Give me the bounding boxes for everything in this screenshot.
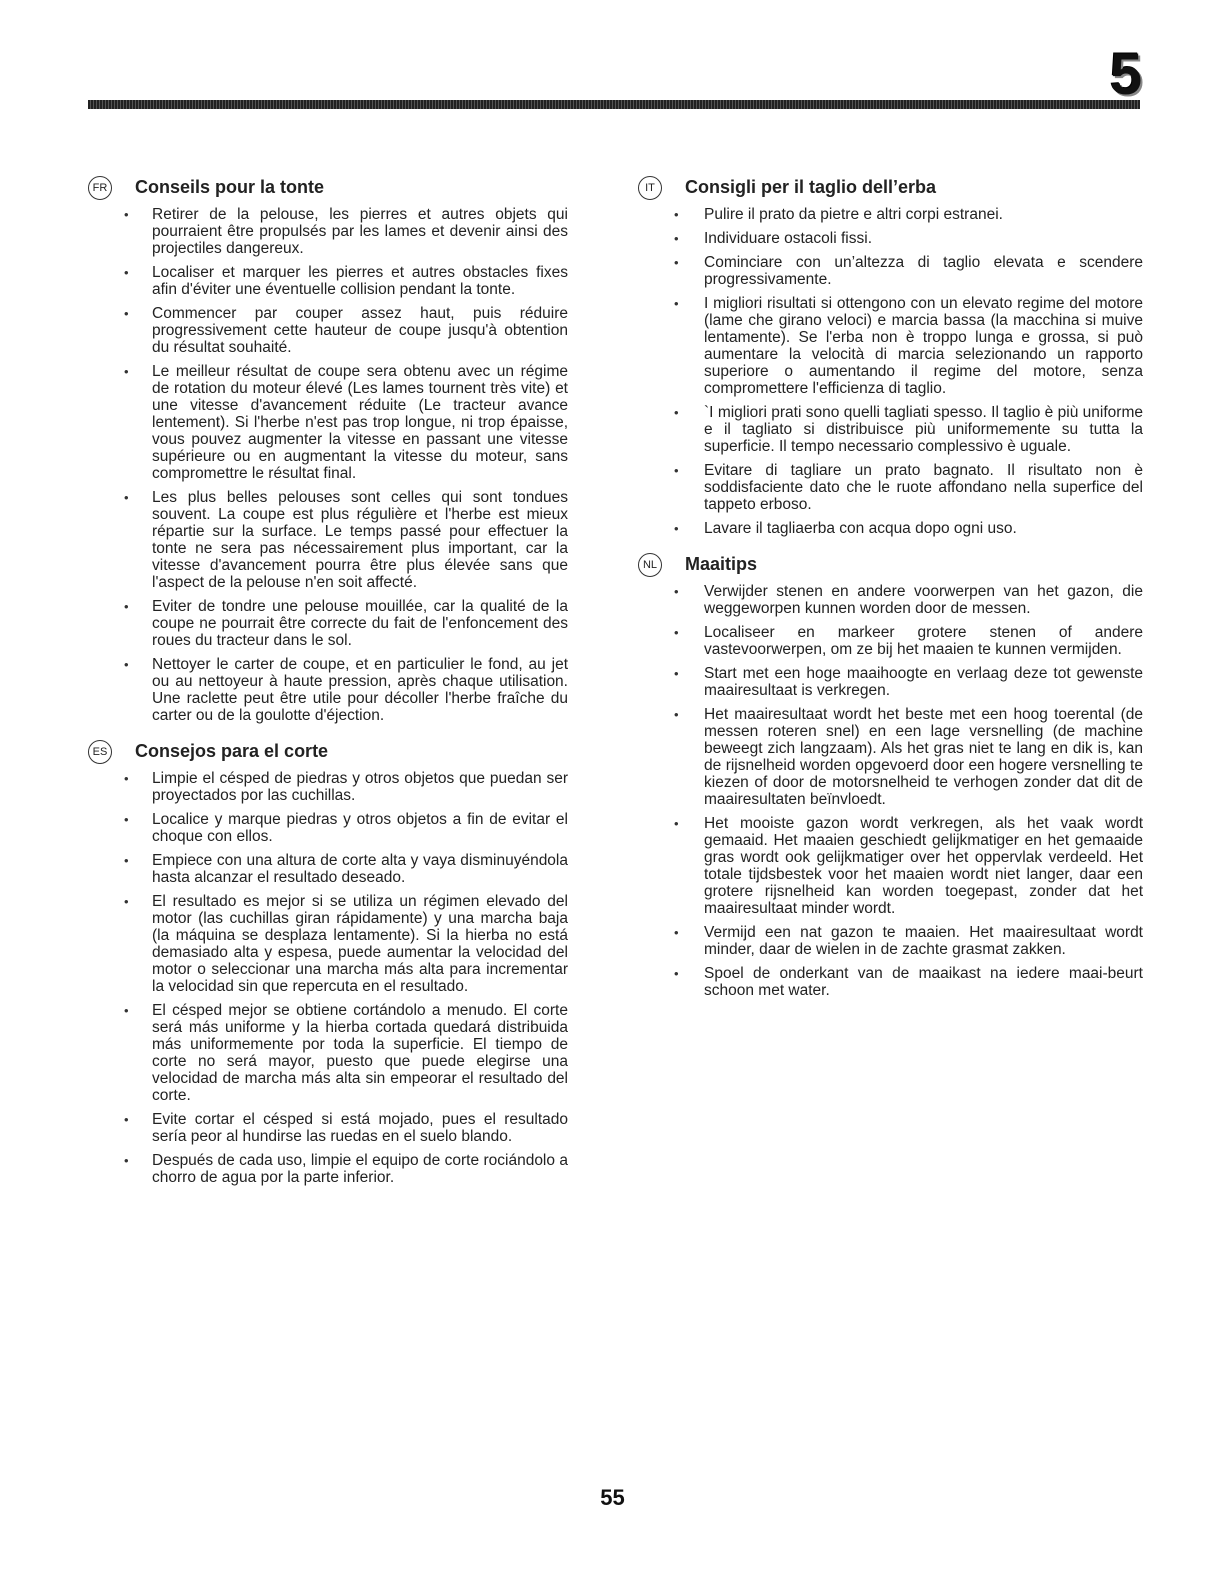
header-rule [88, 100, 1140, 109]
list-item: • Start met een hoge maaihoogte en verlaag deze tot gewenste maairesultaat is verkregen. [638, 665, 1143, 699]
section-nl [638, 553, 1143, 999]
section-it-list [638, 206, 1143, 537]
section-fr [88, 176, 568, 724]
section-fr-title: Conseils pour la tonte [135, 177, 325, 197]
right-column [638, 176, 1143, 1015]
section-es-header [88, 740, 568, 766]
section-es-title: Consejos para el corte [135, 741, 329, 761]
list-item: • Localice y marque piedras y otros objetos a fin de evitar el choque con ellos. [88, 811, 568, 845]
list-item: • Cominciare con un’altezza di taglio elevata e scendere progressivamente. [638, 254, 1143, 288]
section-es [88, 740, 568, 1186]
section-es-list [88, 770, 568, 1186]
list-item: • Les plus belles pelouses sont celles qui sont tondues souvent. La coupe est plus régulière et l'herbe est mieux répartie sur la surface. Le temps passé pour effectuer la tonte ne sera pas nécessairement plus important, car la vitesse d'avancement pourra être plus élevée sans que l'aspect de la pelouse n'en soit affecté. [88, 489, 568, 591]
section-it-title: Consigli per il taglio dell’erba [685, 177, 937, 197]
chapter-number: 5 [1109, 42, 1143, 107]
list-item: • Eviter de tondre une pelouse mouillée, car la qualité de la coupe ne pourrait être correcte du fait de l'enfoncement des roues du tracteur dans le sol. [88, 598, 568, 649]
section-nl-header [638, 553, 1143, 579]
list-item: • I migliori risultati si ottengono con un elevato regime del motore (lame che girano veloci) e marcia bassa (la macchina si muive lentamente). Se l'erba non è troppo lunga e grossa, si può aumentare la velocità di marcia selezionando un rapporto superiore o aumentando il regime del motore, senza compromettere l'efficienza di taglio. [638, 295, 1143, 397]
section-fr-list [88, 206, 568, 724]
lang-badge-fr: FR [88, 176, 112, 200]
list-item: • Nettoyer le carter de coupe, et en particulier le fond, au jet ou au nettoyeur à haute pression, après chaque utilisation. Une raclette peut être utile pour décoller l'herbe fraîche du carter ou de la goulotte d'éjection. [88, 656, 568, 724]
list-item: • Evitare di tagliare un prato bagnato. Il risultato non è soddisfaciente dato che le ruote affondano nella superfice del tappeto erboso. [638, 462, 1143, 513]
section-fr-header [88, 176, 568, 202]
left-column [88, 176, 568, 1202]
list-item: • Empiece con una altura de corte alta y vaya disminuyéndola hasta alcanzar el resultado deseado. [88, 852, 568, 886]
section-nl-list [638, 583, 1143, 999]
list-item: • Retirer de la pelouse, les pierres et autres objets qui pourraient être propulsés par les lames et devenir ainsi des projectiles dangereux. [88, 206, 568, 257]
list-item: • Localiser et marquer les pierres et autres obstacles fixes afin d'éviter une éventuelle collision pendant la tonte. [88, 264, 568, 298]
section-nl-title: Maaitips [685, 554, 758, 574]
list-item: • Limpie el césped de piedras y otros objetos que puedan ser proyectados por las cuchillas. [88, 770, 568, 804]
list-item: • Het mooiste gazon wordt verkregen, als het vaak wordt gemaaid. Het maaien geschiedt gelijkmatiger en het gemaaide gras wordt ook gelijkmatiger over het oppervlak verdeeld. Het totale tijdsbestek voor het maaien wordt niet langer, daar een grotere rijsnelheid kan worden toegepast, zonder dat het maairesultaat minder wordt. [638, 815, 1143, 917]
list-item: • Verwijder stenen en andere voorwerpen van het gazon, die weggeworpen kunnen worden door de messen. [638, 583, 1143, 617]
list-item: • Het maairesultaat wordt het beste met een hoog toerental (de messen roteren snel) en een lage versnelling (de machine beweegt zich langzaam). Als het gras niet te lang en dik is, kan de rijsnelheid worden opgevoerd door een hogere versnelling te kiezen of door de motorsnelheid te verhogen zonder dat dit de maairesultaten beïnvloedt. [638, 706, 1143, 808]
list-item: • Vermijd een nat gazon te maaien. Het maairesultaat wordt minder, daar de wielen in de zachte grasmat zakken. [638, 924, 1143, 958]
list-item: • El césped mejor se obtiene cortándolo a menudo. El corte será más uniforme y la hierba cortada quedará distribuida más uniformemente por toda la superficie. El tiempo de corte no será mayor, puesto que puede elegirse una velocidad de marcha más alta sin empeorar el resultado del corte. [88, 1002, 568, 1104]
list-item: • Individuare ostacoli fissi. [638, 230, 1143, 247]
list-item: • Evite cortar el césped si está mojado, pues el resultado sería peor al hundirse las ruedas en el suelo blando. [88, 1111, 568, 1145]
list-item: • El resultado es mejor si se utiliza un régimen elevado del motor (las cuchillas giran rápidamente) y una marcha baja (la máquina se desplaza lentamente). Si la hierba no está demasiado alta y espesa, puede aumentar la velocidad del motor o seleccionar una marcha más alta para incrementar la velocidad sin que repercuta en el resultado. [88, 893, 568, 995]
page-number: 55 [600, 1485, 625, 1510]
lang-badge-nl: NL [638, 553, 662, 577]
list-item: • Lavare il tagliaerba con acqua dopo ogni uso. [638, 520, 1143, 537]
list-item: • Pulire il prato da pietre e altri corpi estranei. [638, 206, 1143, 223]
list-item: • Le meilleur résultat de coupe sera obtenu avec un régime de rotation du moteur élevé (Les lames tournent très vite) et une vitesse d'avancement réduite (Le tracteur avance lentement). Si l'herbe n'est pas trop longue, ni trop épaisse, vous pouvez augmenter la vitesse en passant une vitesse supérieure ou en augmentant la vitesse du moteur, sans compromettre le résultat final. [88, 363, 568, 482]
list-item: • `I migliori prati sono quelli tagliati spesso. Il taglio è più uniforme e il tagliato si distribuisce più uniformemente su tutta la superficie. Il tempo necessario complessivo è uguale. [638, 404, 1143, 455]
list-item: • Commencer par couper assez haut, puis réduire progressivement cette hauteur de coupe jusqu'à obtention du résultat souhaité. [88, 305, 568, 356]
list-item: • Localiseer en markeer grotere stenen of andere vastevoorwerpen, om ze bij het maaien te kunnen vermijden. [638, 624, 1143, 658]
section-it-header [638, 176, 1143, 202]
lang-badge-it: IT [638, 176, 662, 200]
lang-badge-es: ES [88, 740, 112, 764]
list-item: • Spoel de onderkant van de maaikast na iedere maai-beurt schoon met water. [638, 965, 1143, 999]
section-it [638, 176, 1143, 537]
list-item: • Después de cada uso, limpie el equipo de corte rociándolo a chorro de agua por la parte inferior. [88, 1152, 568, 1186]
